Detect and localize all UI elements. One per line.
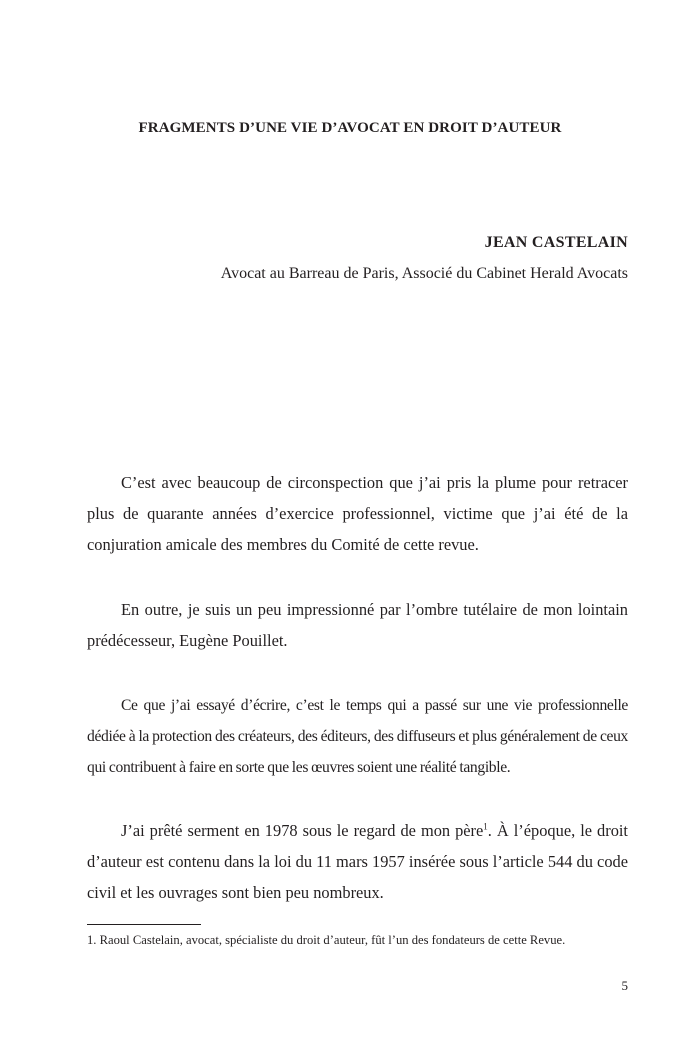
paragraph-2: En outre, je suis un peu impressionné par l’ombre tutélaire de mon lointain prédécesseur, Eugène Pouillet. xyxy=(87,600,628,650)
paragraph-3: Ce que j’ai essayé d’écrire, c’est le temps qui a passé sur une vie professionnelle dédiée à la protection des créateurs, des éditeurs, des diffuseurs et plus généralement de ceux qui contribuent à faire en sorte que les œuvres soient une réalité tangible. xyxy=(87,697,628,776)
paragraph-4-end: . À l’époque, le droit d’auteur est contenu dans la loi du 11 mars 1957 insérée sous l’article 544 du code civil et les ouvrages sont bien peu nombreux. xyxy=(87,821,628,902)
footnote: 1. Raoul Castelain, avocat, spécialiste du droit d’auteur, fût l’un des fondateurs de cette Revue. xyxy=(87,933,566,947)
paragraph-4-start: J’ai prêté serment en 1978 sous le regard de mon père xyxy=(121,821,484,840)
footnote-reference[interactable]: 1 xyxy=(483,821,488,832)
author-affiliation: Avocat au Barreau de Paris, Associé du Cabinet Herald Avocats xyxy=(220,265,628,282)
footnote-separator xyxy=(87,924,201,925)
page-number: 5 xyxy=(621,978,628,993)
author-name: JEAN CASTELAIN xyxy=(484,234,628,251)
paragraph-4 xyxy=(87,815,628,908)
article-title: FRAGMENTS D’UNE VIE D’AVOCAT EN DROIT D’AUTEUR xyxy=(138,120,562,136)
paragraph-1: C’est avec beaucoup de circonspection que j’ai pris la plume pour retracer plus de quarante années d’exercice professionnel, victime que j’ai été de la conjuration amicale des membres du Comité de cette revue. xyxy=(87,473,628,554)
